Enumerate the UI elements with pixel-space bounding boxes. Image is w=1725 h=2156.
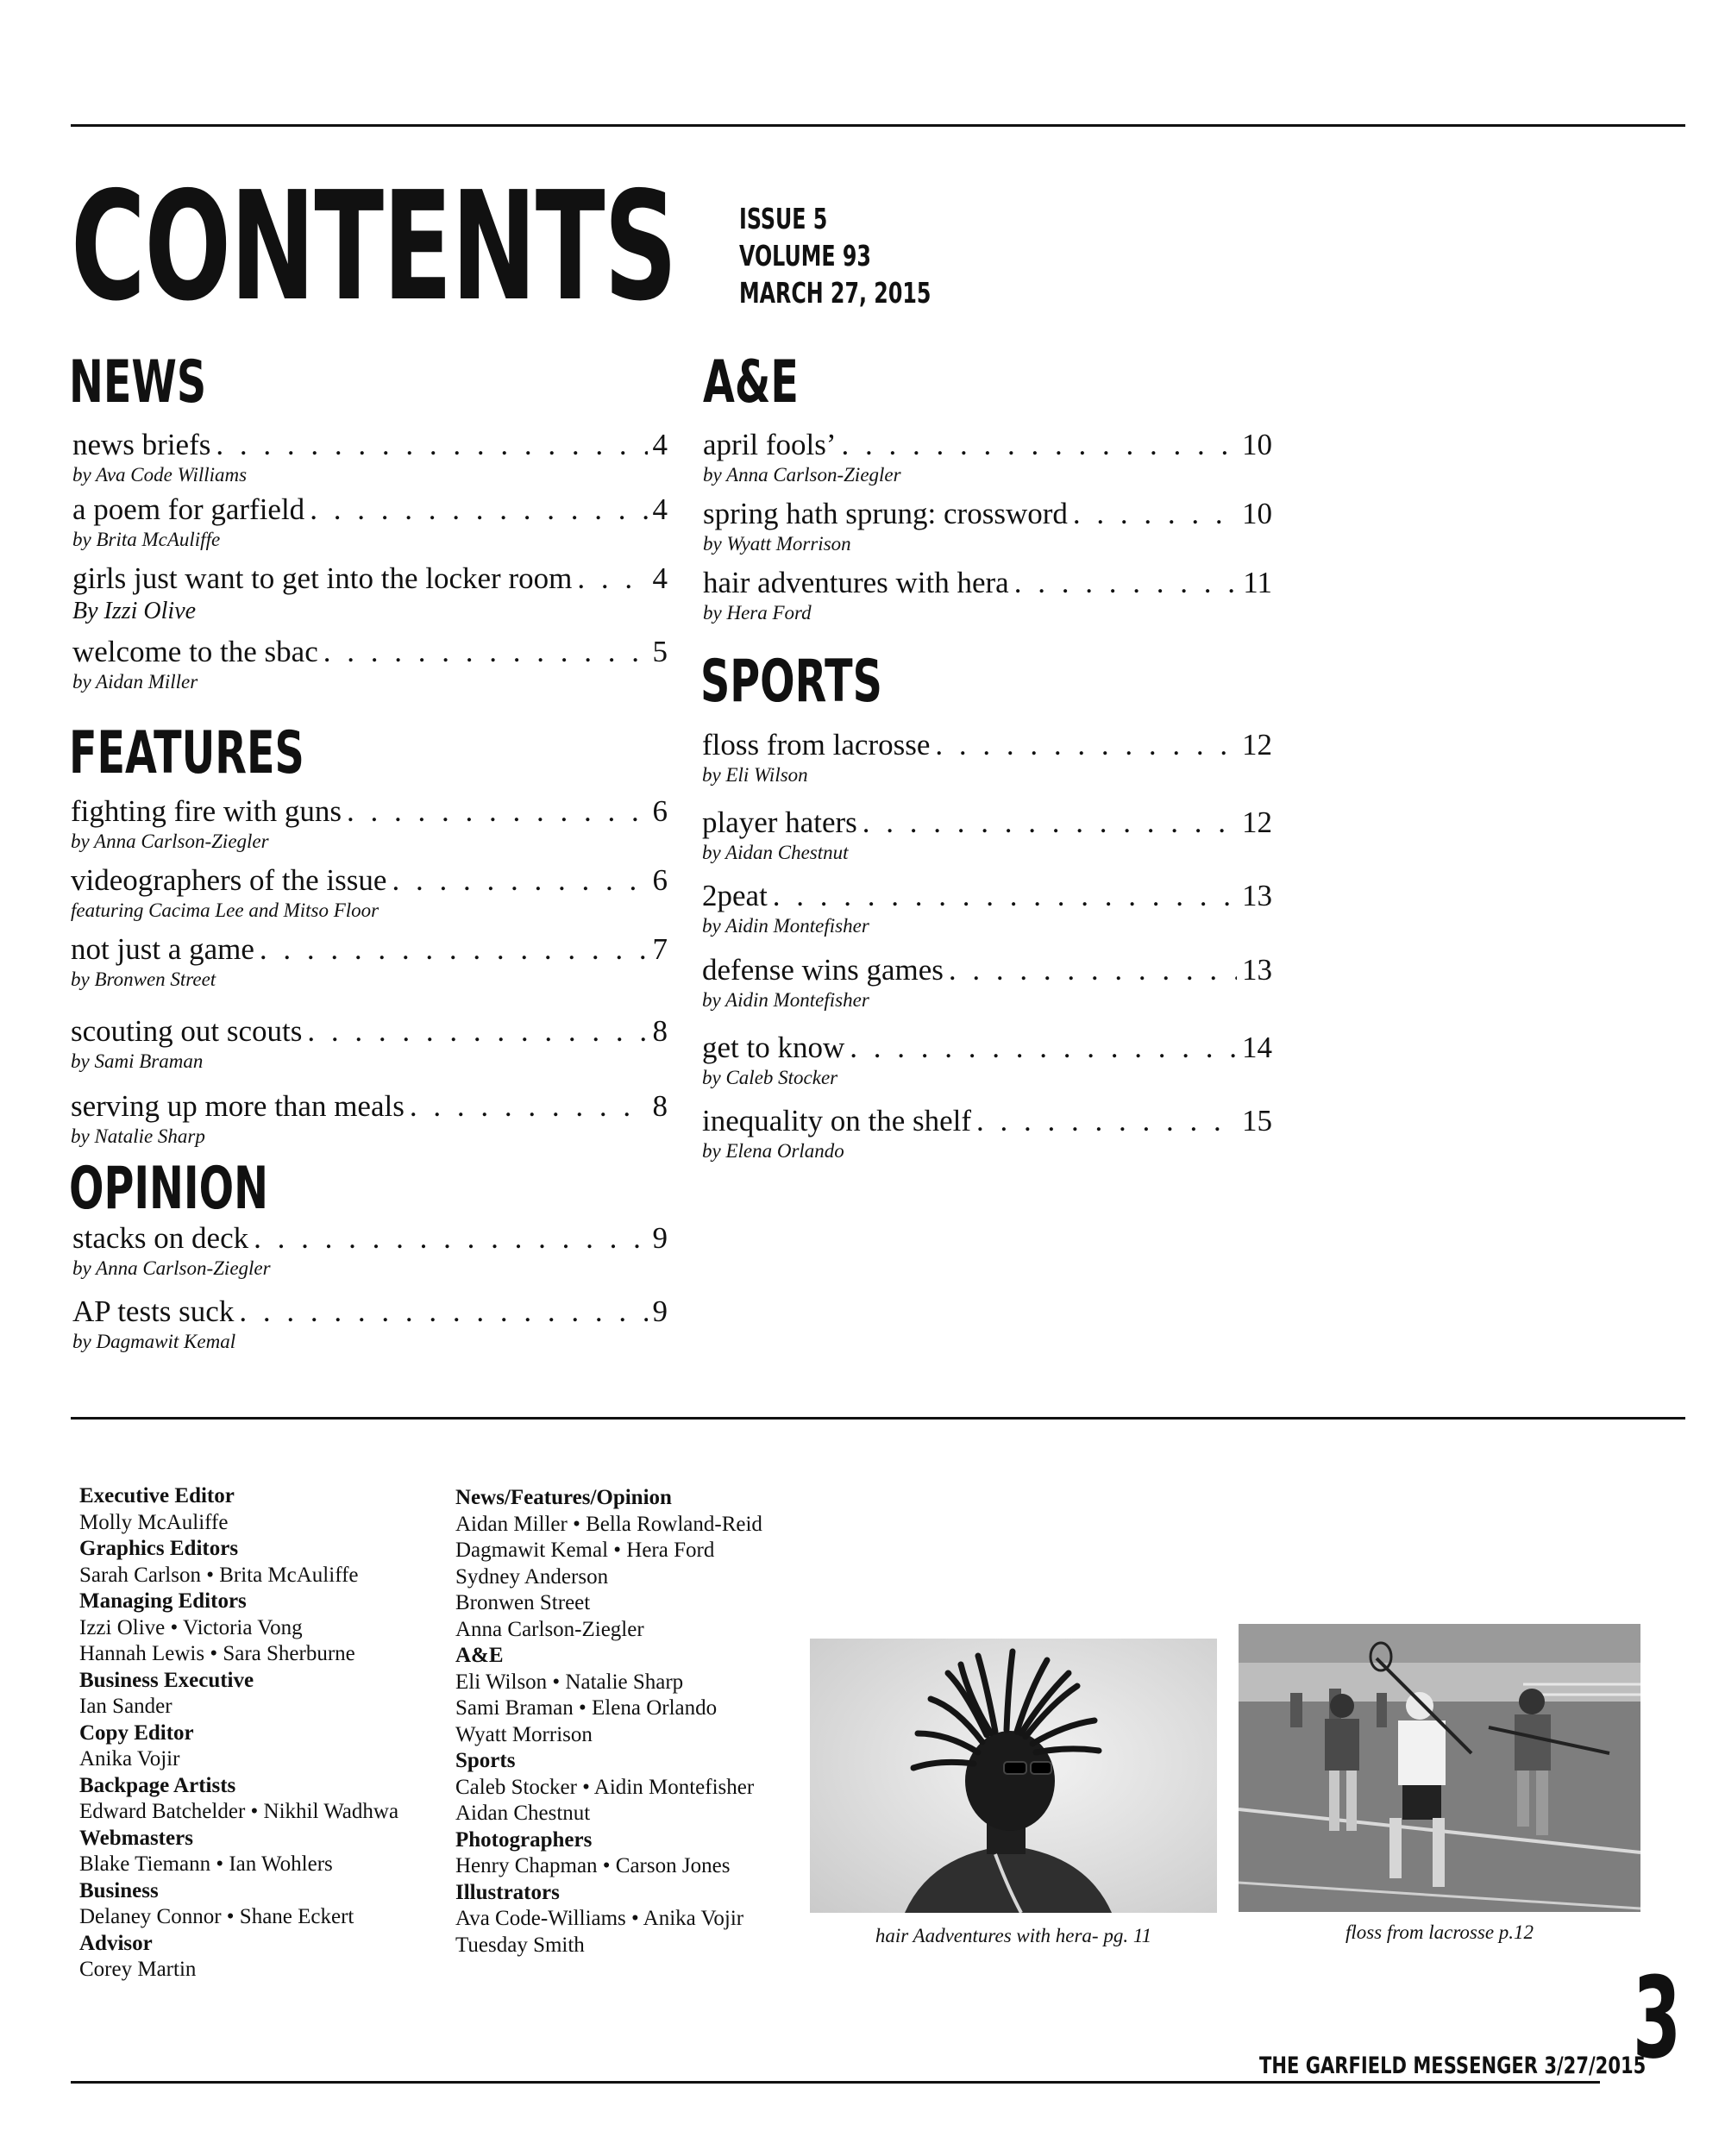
entry-title: scouting out scouts (71, 1014, 303, 1048)
entry-page: 12 (1242, 728, 1272, 761)
staff-role: Graphics Editors (79, 1537, 239, 1560)
entry-title: AP tests suck (72, 1294, 235, 1328)
entry-title: spring hath sprung: crossword (703, 497, 1068, 530)
staff-role: Copy Editor (79, 1720, 194, 1745)
entry-page: 13 (1242, 879, 1272, 912)
entry-title: fighting fire with guns (71, 794, 342, 828)
entry-page: 12 (1242, 805, 1272, 839)
entry-title: news briefs (72, 428, 211, 461)
portrait-photo-graphic (810, 1639, 1217, 1913)
staff-names: Sarah Carlson • Brita McAuliffe (79, 1563, 359, 1587)
staff-role: Photographers (455, 1827, 593, 1852)
staff-role: Managing Editors (79, 1589, 247, 1613)
staff-names: Eli Wilson • Natalie Sharp (455, 1670, 684, 1694)
staff-list-middle (455, 1485, 762, 1959)
entry-page: 6 (652, 794, 668, 828)
portrait-photo (810, 1639, 1217, 1913)
entry-page: 5 (652, 635, 668, 668)
staff-names: Ian Sander (79, 1695, 172, 1718)
entry-title: player haters (702, 805, 857, 839)
staff-names: Anika Vojir (79, 1747, 180, 1771)
entry-byline: by Eli Wilson (702, 764, 808, 786)
ae-heading: A&E (703, 348, 799, 417)
toc-entry[interactable] (72, 492, 668, 552)
staff-names: Bronwen Street (455, 1591, 591, 1614)
staff-role: Webmasters (79, 1826, 193, 1850)
entry-byline: featuring Cacima Lee and Mitso Floor (71, 899, 380, 921)
entry-title: serving up more than meals (71, 1089, 405, 1123)
entry-title: 2peat (702, 879, 768, 912)
entry-page: 13 (1242, 953, 1272, 987)
entry-page: 4 (652, 428, 668, 461)
entry-byline: by Anna Carlson-Ziegler (703, 464, 901, 486)
staff-names: Molly McAuliffe (79, 1510, 229, 1534)
staff-role: Executive Editor (79, 1484, 235, 1507)
entry-byline: by Aidin Montefisher (702, 915, 869, 937)
staff-names: Sydney Anderson (455, 1564, 609, 1589)
staff-names: Blake Tiemann • Ian Wohlers (79, 1852, 333, 1876)
entry-byline: by Aidin Montefisher (702, 989, 869, 1011)
entry-title: inequality on the shelf (702, 1104, 972, 1138)
staff-role: Illustrators (455, 1880, 560, 1904)
entry-title: not just a game (71, 932, 254, 966)
sports-heading: SPORTS (700, 648, 882, 716)
entry-page: 10 (1242, 497, 1272, 530)
issue-info (739, 200, 931, 311)
entry-page: 4 (652, 561, 668, 595)
staff-names: Wyatt Morrison (455, 1722, 593, 1746)
entry-title: girls just want to get into the locker room (72, 561, 573, 595)
staff-names: Izzi Olive • Victoria Vong (79, 1615, 303, 1639)
entry-byline: by Ava Code Williams (72, 464, 248, 486)
issue-number: ISSUE 5 (739, 202, 828, 235)
staff-names: Sami Braman • Elena Orlando (455, 1696, 718, 1720)
features-heading: FEATURES (69, 719, 304, 787)
toc-entry[interactable] (72, 1220, 668, 1281)
entry-title: defense wins games (702, 953, 944, 987)
staff-role: Business Executive (79, 1668, 254, 1692)
entry-page: 4 (652, 492, 668, 526)
entry-page: 15 (1242, 1104, 1272, 1138)
toc-entry[interactable] (702, 952, 1272, 1012)
toc-entry[interactable] (702, 1103, 1272, 1163)
staff-role: Business (79, 1878, 159, 1902)
entry-byline: by Hera Ford (703, 602, 812, 624)
middle-rule (71, 1417, 1685, 1420)
news-heading: NEWS (69, 348, 207, 417)
staff-names: Anna Carlson-Ziegler (455, 1617, 644, 1641)
toc-entry[interactable] (72, 427, 668, 487)
entry-page: 14 (1242, 1031, 1272, 1064)
entry-page: 9 (652, 1294, 668, 1328)
entry-title: videographers of the issue (71, 863, 387, 897)
entry-page: 8 (652, 1014, 668, 1048)
toc-entry[interactable] (703, 427, 1272, 487)
entry-title: a poem for garfield (72, 492, 305, 526)
entry-byline: by Natalie Sharp (71, 1125, 205, 1147)
entry-page: 11 (1243, 566, 1272, 599)
lacrosse-photo-graphic (1239, 1624, 1640, 1912)
staff-names: Henry Chapman • Carson Jones (455, 1854, 731, 1877)
entry-byline: by Aidan Miller (72, 671, 198, 693)
entry-byline: by Elena Orlando (702, 1140, 844, 1162)
bottom-rule (71, 2081, 1600, 2084)
staff-list-left (79, 1483, 398, 1984)
staff-names: Tuesday Smith (455, 1933, 585, 1957)
entry-byline: by Sami Braman (71, 1050, 204, 1072)
staff-names: Ava Code-Williams • Anika Vojir (455, 1907, 744, 1930)
toc-entry[interactable] (71, 1088, 668, 1149)
publication-footer: THE GARFIELD MESSENGER 3/27/2015 (1259, 2053, 1647, 2079)
entry-page: 8 (652, 1089, 668, 1123)
staff-role: A&E (455, 1644, 504, 1667)
staff-names: Hannah Lewis • Sara Sherburne (79, 1642, 355, 1665)
entry-byline: by Anna Carlson-Ziegler (72, 1257, 271, 1279)
page-number: 3 (1633, 1952, 1682, 2084)
entry-title: floss from lacrosse (702, 728, 931, 761)
photo-caption: hair Aadventures with hera- pg. 11 (875, 1925, 1152, 1946)
entry-byline: by Anna Carlson-Ziegler (71, 830, 269, 852)
toc-entry[interactable] (71, 793, 668, 854)
entry-byline: by Dagmawit Kemal (72, 1331, 236, 1352)
staff-role: News/Features/Opinion (455, 1486, 672, 1509)
page-title: CONTENTS (71, 160, 677, 335)
toc-entry[interactable] (702, 727, 1272, 787)
toc-entry[interactable] (702, 1030, 1272, 1090)
opinion-heading: OPINION (69, 1155, 268, 1223)
entry-byline: by Brita McAuliffe (72, 529, 221, 550)
toc-entry[interactable] (702, 878, 1272, 938)
staff-names: Edward Batchelder • Nikhil Wadhwa (79, 1800, 399, 1823)
staff-role: Advisor (79, 1931, 153, 1955)
entry-page: 7 (652, 932, 668, 966)
entry-title: april fools’ (703, 428, 837, 461)
entry-byline: by Aidan Chestnut (702, 842, 849, 863)
toc-entry[interactable] (71, 862, 668, 923)
toc-entry[interactable] (72, 1294, 668, 1354)
toc-entry[interactable] (72, 634, 668, 694)
staff-names: Caleb Stocker • Aidin Montefisher (455, 1775, 755, 1799)
entry-title: stacks on deck (72, 1221, 249, 1255)
entry-byline: By Izzi Olive (72, 598, 197, 624)
entry-byline: by Bronwen Street (71, 968, 216, 990)
toc-entry[interactable] (703, 496, 1272, 556)
staff-names: Delaney Connor • Shane Eckert (79, 1905, 354, 1928)
entry-title: welcome to the sbac (72, 635, 318, 668)
staff-names: Corey Martin (79, 1958, 197, 1981)
entry-page: 9 (652, 1221, 668, 1255)
photo-caption: floss from lacrosse p.12 (1345, 1921, 1534, 1943)
issue-date: MARCH 27, 2015 (739, 276, 932, 310)
top-rule (71, 124, 1685, 127)
entry-byline: by Caleb Stocker (702, 1067, 838, 1088)
staff-names: Aidan Miller • Bella Rowland-Reid (455, 1512, 762, 1536)
staff-names: Aidan Chestnut (455, 1802, 591, 1825)
staff-role: Backpage Artists (79, 1773, 236, 1797)
staff-role: Sports (455, 1749, 516, 1772)
volume-number: VOLUME 93 (739, 239, 871, 273)
entry-page: 6 (652, 863, 668, 897)
toc-entry[interactable] (71, 1013, 668, 1074)
entry-title: get to know (702, 1031, 845, 1064)
lacrosse-photo (1239, 1624, 1640, 1912)
staff-names: Dagmawit Kemal • Hera Ford (455, 1539, 715, 1562)
entry-byline: by Wyatt Morrison (703, 533, 851, 555)
toc-entry[interactable] (703, 565, 1272, 625)
toc-entry[interactable] (71, 931, 668, 992)
toc-entry[interactable] (702, 805, 1272, 865)
entry-title: hair adventures with hera (703, 566, 1009, 599)
entry-page: 10 (1242, 428, 1272, 461)
toc-entry[interactable] (72, 561, 668, 626)
